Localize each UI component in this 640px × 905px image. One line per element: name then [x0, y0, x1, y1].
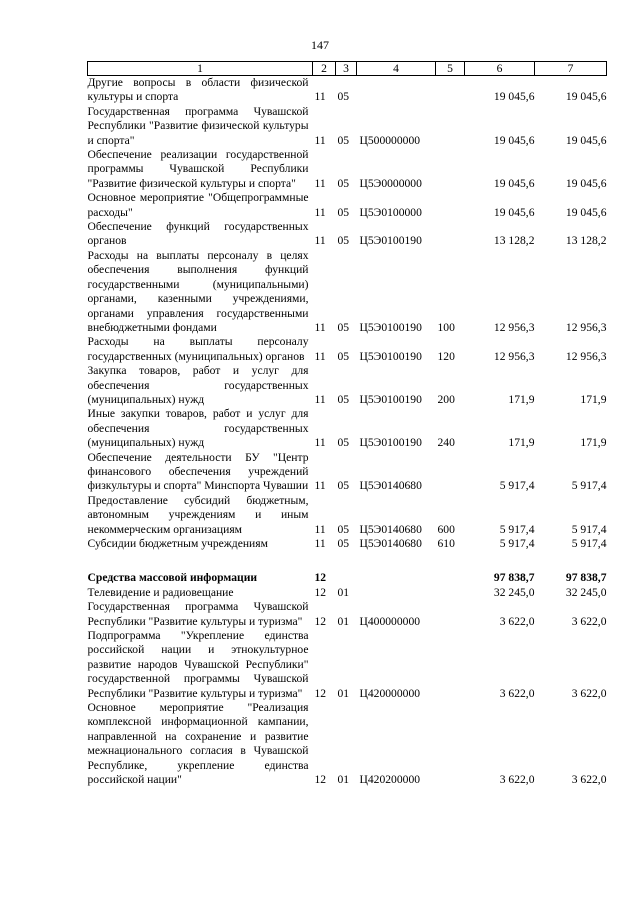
row-expense-type	[436, 105, 465, 148]
row-target-article: Ц5Э0100190	[359, 436, 422, 450]
row-subsection: 05	[337, 349, 350, 363]
row-target-article: Ц5Э0140680	[359, 522, 422, 536]
row-section: 11	[314, 349, 326, 363]
row-amount-2: 5 917,4	[571, 537, 607, 550]
row-amount-2: 12 956,3	[565, 320, 607, 334]
row-subsection	[336, 571, 357, 585]
row-section: 11	[314, 320, 326, 334]
row-subsection: 05	[337, 522, 350, 536]
row-amount-2: 5 917,4	[571, 479, 607, 493]
row-amount-2: 19 045,6	[565, 176, 607, 190]
row-target-article: Ц420200000	[359, 773, 421, 787]
table-row	[88, 364, 607, 407]
row-subsection: 01	[337, 585, 350, 599]
row-subsection: 05	[337, 392, 350, 406]
row-expense-type	[436, 451, 465, 494]
row-subsection: 05	[337, 320, 350, 334]
row-subsection: 05	[337, 537, 350, 550]
row-amount-1: 12 956,3	[493, 349, 535, 363]
row-section: 11	[314, 133, 326, 147]
row-amount-1: 5 917,4	[499, 479, 535, 493]
row-amount-2: 32 245,0	[565, 585, 607, 599]
row-name: Подпрограмма "Укрепление единства российской нации и этнокультурное развитие народов Чувашской Республики" государственной программы Чувашской Республики "Развитие культуры и туризма"	[87, 629, 309, 700]
row-target-article: Ц5Э0100190	[359, 392, 422, 406]
row-section: 11	[314, 522, 326, 536]
row-amount-1: 13 128,2	[493, 234, 535, 248]
row-amount-1: 3 622,0	[499, 614, 535, 628]
row-target-article	[357, 586, 436, 600]
row-amount-1: 171,9	[508, 392, 535, 406]
table-row	[88, 629, 607, 701]
row-target-article	[357, 76, 436, 105]
row-name: Государственная программа Чувашской Республики "Развитие физической культуры и спорта"	[87, 104, 309, 147]
row-amount-1: 12 956,3	[493, 320, 535, 334]
row-name: Иные закупки товаров, работ и услуг для обеспечения государственных (муниципальных) нужд	[87, 407, 309, 450]
row-expense-type	[436, 571, 465, 585]
row-name: Средства массовой информации	[87, 571, 258, 585]
row-target-article: Ц420000000	[359, 686, 421, 700]
spacer-row	[88, 551, 607, 571]
col-header-name: 1	[88, 62, 313, 76]
row-amount-1: 5 917,4	[499, 522, 535, 536]
row-expense-type: 600	[437, 522, 455, 536]
table-row	[88, 494, 607, 537]
row-expense-type	[436, 586, 465, 600]
row-target-article: Ц5Э0000000	[359, 176, 422, 190]
row-amount-2: 97 838,7	[565, 571, 607, 585]
col-header-expense-type: 5	[436, 62, 465, 76]
row-expense-type	[436, 701, 465, 787]
row-subsection: 05	[337, 205, 350, 219]
row-expense-type: 610	[437, 537, 455, 550]
col-header-amount-1: 6	[465, 62, 535, 76]
table-row	[88, 571, 607, 585]
row-name: Субсидии бюджетным учреждениям	[87, 537, 268, 550]
budget-table	[87, 61, 607, 788]
col-header-amount-2: 7	[535, 62, 607, 76]
row-subsection: 05	[337, 479, 350, 493]
row-section: 11	[314, 479, 326, 493]
row-section: 11	[314, 234, 326, 248]
row-name: Обеспечение функций государственных органов	[87, 220, 309, 248]
row-name: Обеспечение деятельности БУ "Центр финансового обеспечения учреждений физкультуры и спорта" Минспорта Чувашии	[87, 450, 309, 493]
table-row	[88, 701, 607, 787]
row-section: 12	[314, 614, 327, 628]
row-name: Государственная программа Чувашской Республики "Развитие культуры и туризма"	[87, 600, 309, 628]
row-target-article: Ц500000000	[359, 133, 421, 147]
row-expense-type	[436, 148, 465, 191]
table-row	[88, 335, 607, 364]
row-amount-1: 19 045,6	[493, 205, 535, 219]
row-section: 12	[314, 773, 327, 787]
row-expense-type	[436, 629, 465, 701]
row-amount-2: 19 045,6	[565, 90, 607, 104]
table-row	[88, 600, 607, 629]
row-subsection: 05	[337, 176, 350, 190]
table-row	[88, 148, 607, 191]
row-section: 12	[314, 686, 327, 700]
row-name: Расходы на выплаты персоналу государственных (муниципальных) органов	[87, 335, 309, 363]
row-expense-type	[436, 220, 465, 249]
row-section: 11	[314, 205, 326, 219]
row-section: 12	[314, 571, 327, 585]
row-name: Расходы на выплаты персоналу в целях обеспечения выполнения функций государственными (муниципальными) органами, казенными учреждениями, органами управления государственными внебюджетными фондами	[87, 248, 309, 334]
row-expense-type	[436, 191, 465, 220]
col-header-section: 2	[313, 62, 336, 76]
table-header-row	[88, 62, 607, 76]
row-name: Основное мероприятие "Реализация комплексной информационной кампании, направленной на сохранение и развитие межнационального согласия в Чувашской Республике, укрепление единства российской нации"	[87, 701, 309, 787]
row-section: 11	[314, 176, 326, 190]
row-amount-2: 3 622,0	[571, 614, 607, 628]
row-target-article: Ц5Э0100190	[359, 320, 422, 334]
row-amount-2: 13 128,2	[565, 234, 607, 248]
row-section: 11	[314, 90, 326, 104]
row-amount-1: 19 045,6	[493, 133, 535, 147]
row-name: Закупка товаров, работ и услуг для обеспечения государственных (муниципальных) нужд	[87, 364, 309, 406]
row-amount-2: 5 917,4	[571, 522, 607, 536]
row-amount-2: 12 956,3	[565, 349, 607, 363]
row-target-article: Ц5Э0100190	[359, 234, 422, 248]
row-subsection: 01	[337, 614, 350, 628]
row-expense-type: 200	[437, 392, 455, 406]
row-target-article: Ц5Э0140680	[359, 479, 422, 493]
row-subsection: 05	[337, 436, 350, 450]
row-expense-type	[436, 76, 465, 105]
row-amount-2: 19 045,6	[565, 133, 607, 147]
table-row	[88, 407, 607, 450]
row-target-article: Ц5Э0100190	[359, 349, 422, 363]
row-amount-1: 3 622,0	[499, 686, 535, 700]
table-row	[88, 537, 607, 551]
row-subsection: 01	[337, 773, 350, 787]
row-expense-type: 100	[437, 320, 455, 334]
row-amount-2: 3 622,0	[571, 686, 607, 700]
row-name: Другие вопросы в области физической культуры и спорта	[87, 76, 309, 104]
table-row	[88, 451, 607, 494]
row-section: 11	[314, 392, 326, 406]
table-row	[88, 76, 607, 105]
row-name: Предоставление субсидий бюджетным, автономным учреждениям и иным некоммерческим организациям	[87, 493, 309, 536]
table-row	[88, 586, 607, 600]
row-amount-1: 171,9	[508, 436, 535, 450]
row-amount-2: 3 622,0	[571, 773, 607, 787]
row-amount-2: 171,9	[580, 392, 607, 406]
row-amount-1: 32 245,0	[493, 585, 535, 599]
row-amount-2: 19 045,6	[565, 205, 607, 219]
col-header-target-article: 4	[357, 62, 436, 76]
row-section: 12	[314, 585, 327, 599]
row-amount-1: 97 838,7	[493, 571, 535, 585]
col-header-subsection: 3	[336, 62, 357, 76]
row-expense-type: 120	[437, 349, 455, 363]
row-subsection: 05	[337, 90, 350, 104]
row-section: 11	[314, 537, 326, 550]
row-name: Телевидение и радиовещание	[87, 585, 234, 599]
row-expense-type	[436, 600, 465, 629]
row-target-article: Ц400000000	[359, 614, 421, 628]
row-subsection: 01	[337, 686, 350, 700]
row-amount-1: 19 045,6	[493, 90, 535, 104]
row-target-article	[357, 571, 436, 585]
page-number: 147	[311, 38, 329, 52]
row-expense-type: 240	[437, 436, 455, 450]
row-target-article: Ц5Э0100000	[359, 205, 422, 219]
table-row	[88, 105, 607, 148]
row-amount-1: 3 622,0	[499, 773, 535, 787]
table-row	[88, 249, 607, 335]
row-subsection: 05	[337, 133, 350, 147]
row-name: Обеспечение реализации государственной программы Чувашской Республики "Развитие физической культуры и спорта"	[87, 148, 309, 190]
row-section: 11	[314, 436, 326, 450]
row-target-article: Ц5Э0140680	[359, 537, 422, 550]
table-row	[88, 220, 607, 249]
row-subsection: 05	[337, 234, 350, 248]
row-amount-2: 171,9	[580, 436, 607, 450]
table-row	[88, 191, 607, 220]
row-name: Основное мероприятие "Общепрограммные расходы"	[87, 191, 309, 219]
row-amount-1: 5 917,4	[499, 537, 535, 550]
row-amount-1: 19 045,6	[493, 176, 535, 190]
